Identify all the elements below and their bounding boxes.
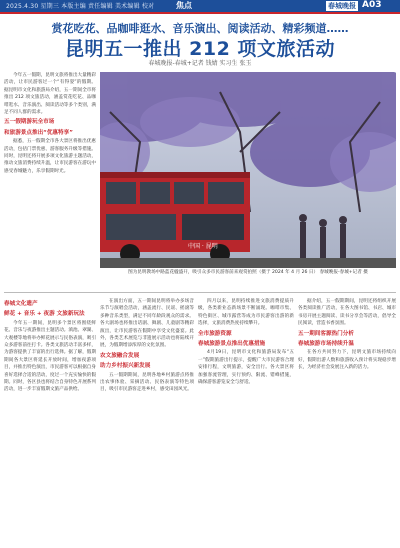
article-headline: 昆明五一推出 212 项文旅活动 bbox=[65, 38, 335, 60]
article-subheadline: 赏花吃花、品咖啡逛水、音乐演出、阅读活动、精彩频道…… bbox=[51, 22, 349, 35]
paragraph: 四月以来，昆明持续推进文旅消费提质升级，各类新业态新场景不断涌现。咖啡市集、特色街区、城市露营等成为市民游客出游的新选择，文旅消费热度持续攀升。 bbox=[198, 299, 294, 327]
section-heading: 农文旅融合发展 bbox=[100, 352, 140, 359]
header-divider bbox=[0, 12, 400, 14]
section-heading: 鲜花 + 音乐 + 夜游 文旅新玩法 bbox=[4, 311, 85, 318]
newspaper-logo: 春城晚报 bbox=[328, 1, 356, 10]
section-heading: 和旅游景点推出“优惠特享” bbox=[4, 129, 73, 136]
page-header-bar bbox=[0, 0, 400, 12]
feature-photo bbox=[100, 72, 396, 268]
section-title: 焦点 bbox=[176, 1, 192, 10]
section-divider bbox=[4, 292, 396, 293]
paragraph: 据介绍，五一假期期间，昆明还将组织开展各类阅读推广活动，在各大图书馆、书店、城市书房开展主题阅读、读书分享会等活动，倡导全民阅读，营造书香氛围。 bbox=[298, 299, 396, 327]
paragraph: 在演出方面，五一期间昆明将举办多场音乐节与演唱会活动，涵盖流行、民谣、摇滚等多种音乐类型，满足不同年龄段观众的需求。各大剧场也将推出话剧、舞剧、儿童剧等精彩演出，让市民游客在假期中享受文化盛宴。此外，各类艺术展览与非遗展示活动也将陆续开展，为假期增添浓厚的文化氛围。 bbox=[100, 299, 194, 349]
paragraph: 今年五一假期，昆明文旅将推出大量精彩活动，让市民游客过一个“有得耍”的假期。据昆明市文化和旅游局介绍，五一期间全市将推出 212 项文旅活动，涵盖赏花吃花、品咖啡逛水、音乐演出、阅读活动等多个类别，满足不同人群的需求。 bbox=[4, 73, 96, 116]
issue-meta: 2025.4.30 星期三 本版主编 责任编辑 美术编辑 校对 bbox=[6, 3, 155, 10]
paragraph: 五一假期期间，昆明各地乡村旅游点将推出农事体验、采摘活动、民俗表演等特色项目，吸引市民游客走进乡村，感受田园风光。 bbox=[100, 372, 194, 393]
text-column-1 bbox=[4, 72, 96, 224]
text-column-4 bbox=[198, 298, 294, 542]
photo-caption: 图为昆明教场中路蓝花楹盛开，吸引众多市民游客前来观赏拍照（摄于 2024 年 4 月 26 日） 春城晚报-春城+记者 摄 bbox=[128, 270, 368, 275]
section-heading: 春城文化遗产 bbox=[4, 301, 38, 307]
section-heading: 全市旅游资源 bbox=[198, 330, 232, 337]
text-column-2 bbox=[4, 298, 96, 542]
paragraph: 4月19日，昆明市文化和旅游局发布“五一”假期旅游出行提示，提醒广大市民游客合理安排行程，文明旅游，安全出行。各大景区将加强客流管理，实行预约、限流、错峰措施，确保游客游览安全与舒适。 bbox=[198, 350, 294, 386]
section-heading: 五一期间客源热门分析 bbox=[298, 330, 354, 337]
bus-sign: 中国 · 昆明 bbox=[188, 243, 218, 250]
paragraph: 今年五一期间，昆明多个景区将围绕鲜花、音乐与夜游推出主题活动。滇池、翠湖、大观楼等地将举办鲜花展示与民俗表演，吸引众多游客前往打卡。各类文旅活动丰富多样，为游客提供了丰富的出行选择。据了解，假期期间各大景区将延长开放时间，增加夜游项目，并推出特色演出，市民游客可以根据自身喜好选择合适的活动，度过一个充实愉快的假期。同时，各区县也将结合自身特色开展系列活动，进一步丰富假期文旅产品供给。 bbox=[4, 320, 96, 393]
text-column-5 bbox=[298, 298, 396, 542]
paragraph: 据悉，五一假期全市各大景区将推出优惠活动，包括门票优惠、游客服务升级等措施。同时，昆明还将开展多项文化旅游主题活动，推动文旅消费持续升温，让市民游客在游玩中感受春城魅力，乐享假期时光。 bbox=[4, 139, 96, 174]
jacaranda-bus-image bbox=[100, 72, 396, 268]
page-number: A03 bbox=[362, 0, 382, 10]
section-heading: 五一假期游玩全市场 bbox=[4, 119, 55, 126]
text-column-3 bbox=[100, 298, 194, 542]
section-heading: 春城旅游景点推出优惠措施 bbox=[198, 341, 266, 348]
section-heading: 春城旅游市场持续升温 bbox=[298, 341, 354, 348]
section-heading: 助力乡村振兴新发展 bbox=[100, 363, 151, 370]
paragraph: 在各方共同努力下，昆明文旅市场持续向好，假期出游人数和旅游收入预计将实现稳步增长，为经济社会发展注入新的活力。 bbox=[298, 350, 396, 371]
article-byline: 春城晚报-春城+记者 钱婧 实习生 张玉 bbox=[148, 60, 252, 67]
